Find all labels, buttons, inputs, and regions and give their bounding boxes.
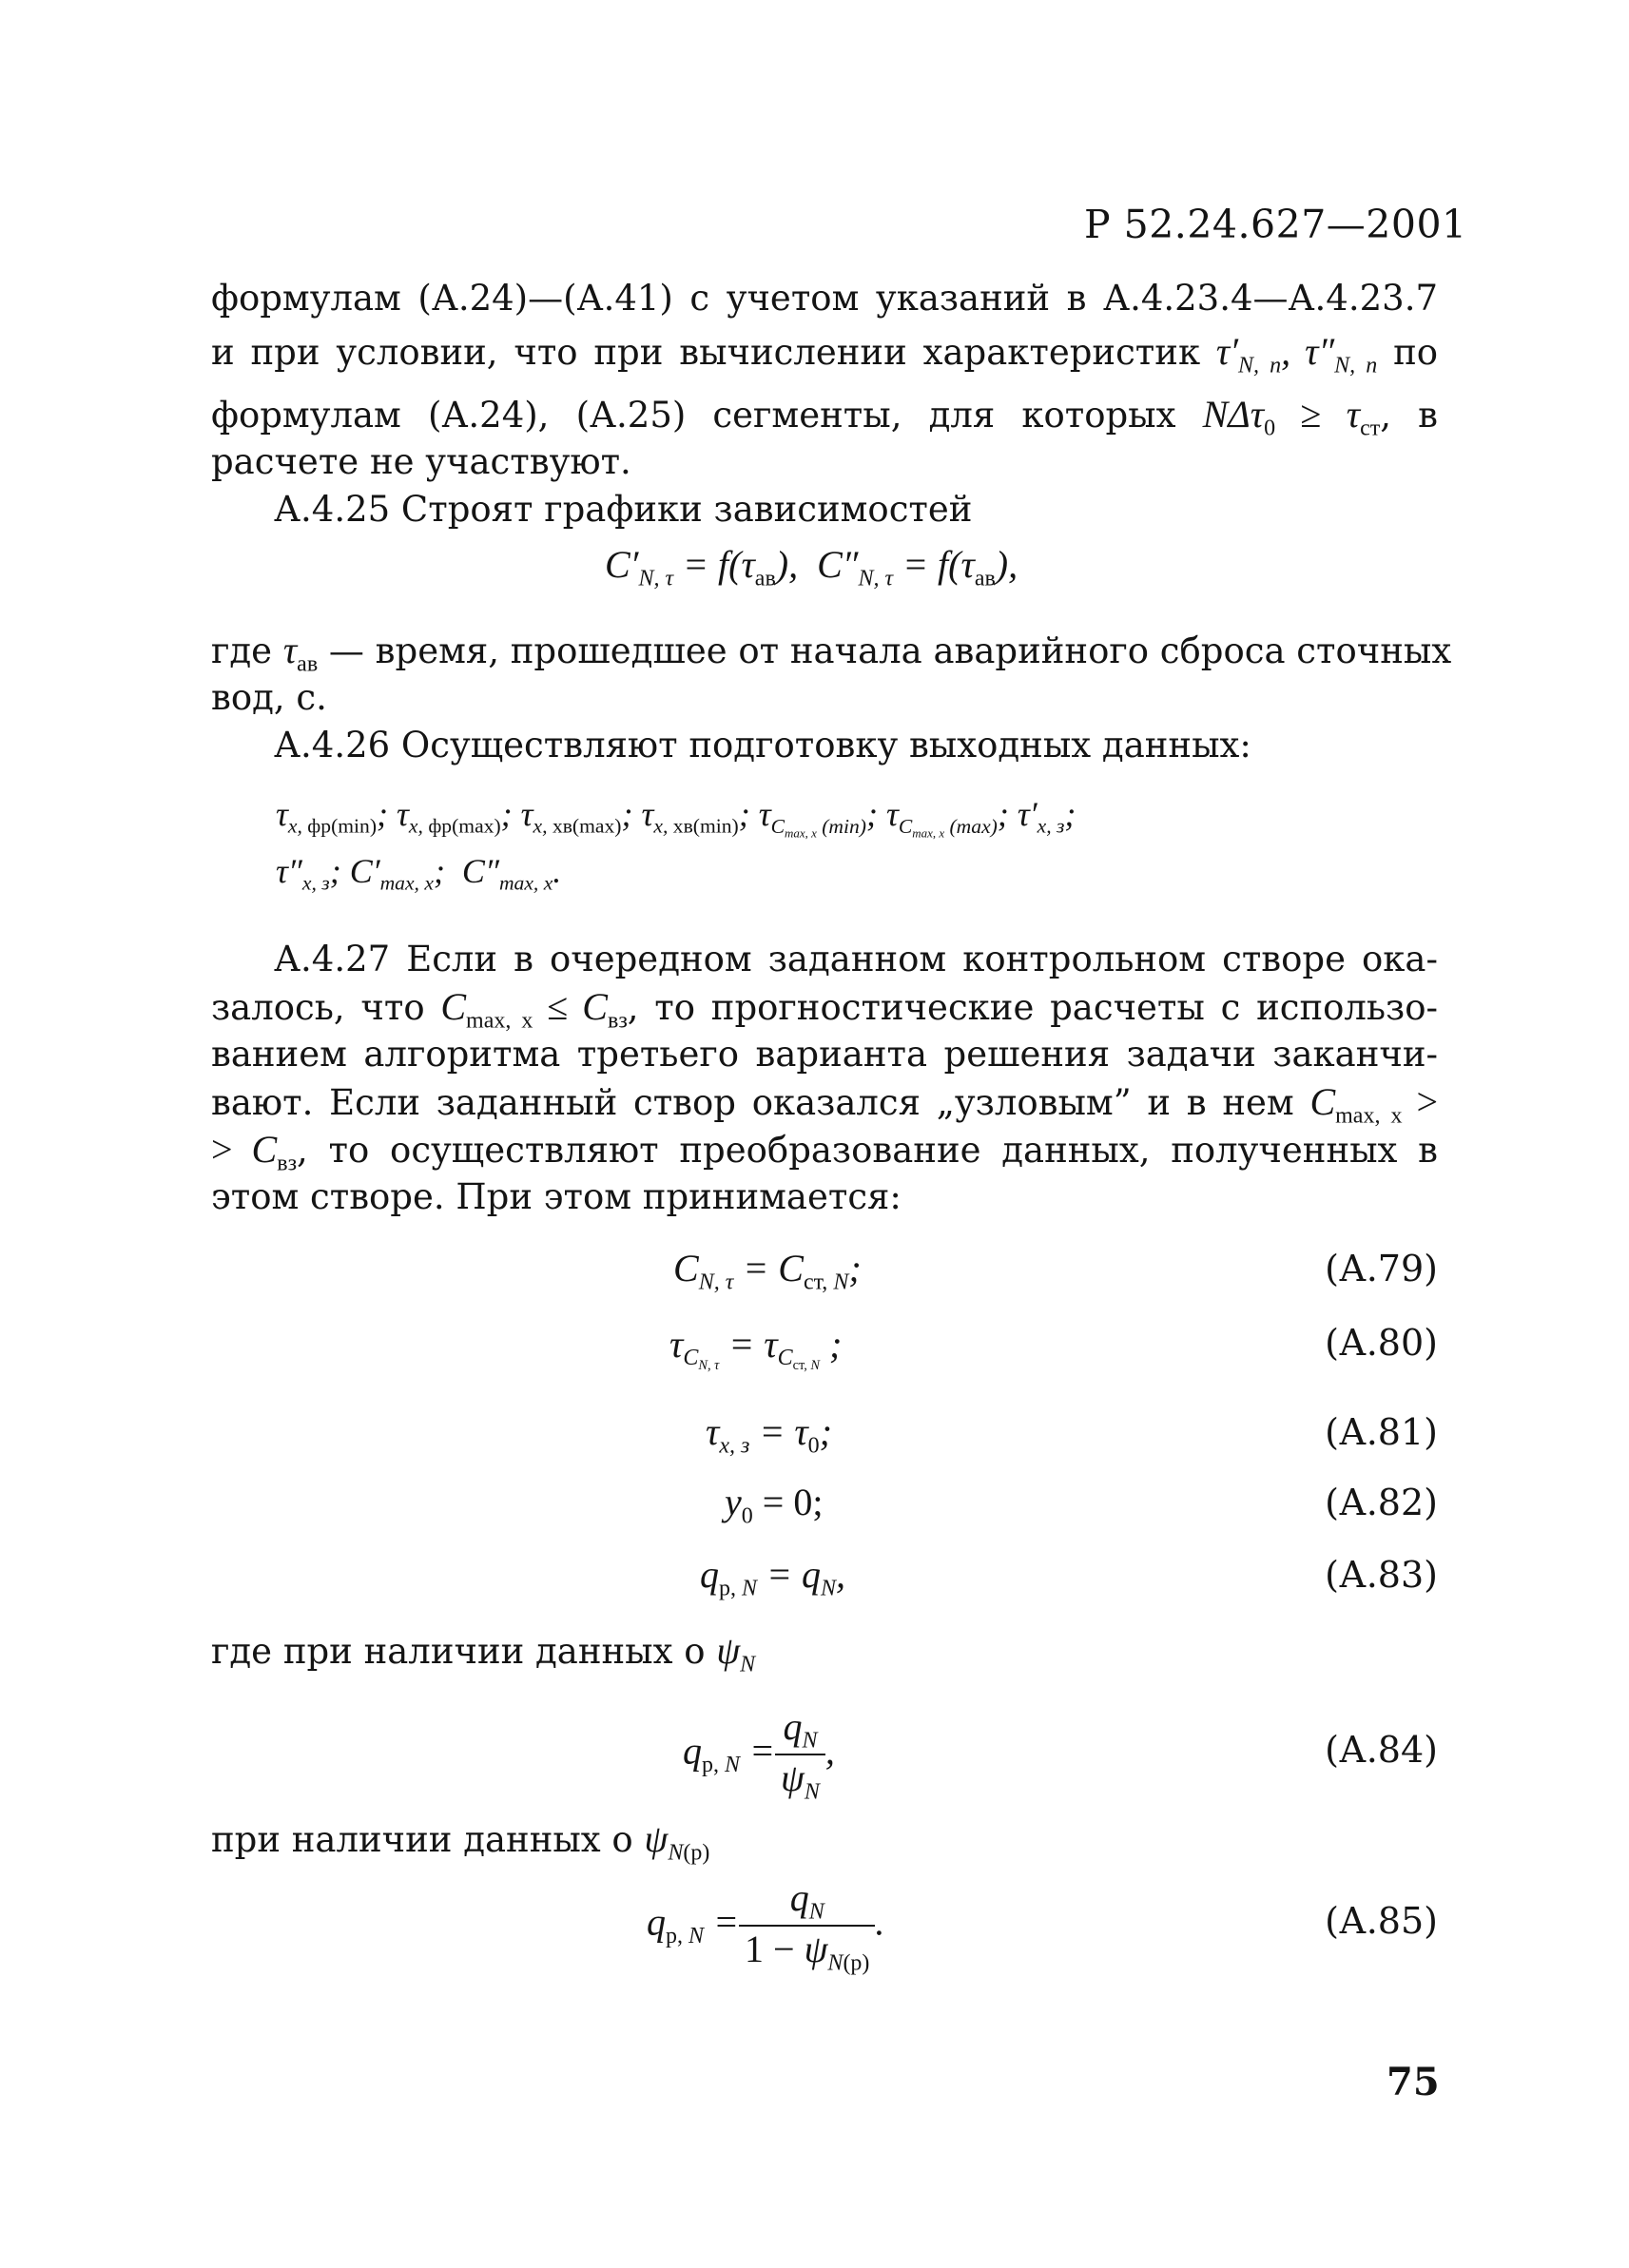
text-line: формулам (А.24)—(А.41) с учетом указаний в А.4.23.4—А.4.23.7 bbox=[211, 278, 1438, 319]
formula-graphs: $C'_{N, \tau} = f(\tau_{ав})$, $C''_{N, \tau} = f(\tau_{ав})$, bbox=[605, 543, 1018, 591]
equation-number: (А.82) bbox=[1325, 1482, 1438, 1523]
equation-number: (А.84) bbox=[1325, 1729, 1438, 1771]
output-data-list-2: $\tau''_{x, з}$; $C'_{max, x}$; $C''_{max, x}$. bbox=[276, 852, 562, 895]
text-line: вают. Если заданный створ оказался „узловым” и в нем $C_{max, x}$ > bbox=[211, 1080, 1439, 1129]
equation-number: (А.79) bbox=[1325, 1248, 1438, 1289]
equation-a80: $\tau_{C_{N, \tau}} = \tau_{C_{ст, N}}$ ; bbox=[669, 1323, 843, 1374]
text-line: А.4.27 Если в очередном заданном контрольном створе ока- bbox=[274, 939, 1438, 979]
equation-number: (А.83) bbox=[1325, 1554, 1438, 1596]
text-line: вод, с. bbox=[211, 677, 327, 718]
page-header: Р 52.24.627—2001 bbox=[1084, 202, 1467, 247]
text-line: ванием алгоритма третьего варианта решения задачи заканчи- bbox=[211, 1034, 1438, 1075]
equation-a79: $C_{N, \tau} = C_{ст, N}$; bbox=[673, 1247, 862, 1295]
page-number: 75 bbox=[1387, 2060, 1440, 2104]
text-line: при наличии данных о $\psi_{N(р)}$ bbox=[211, 1817, 710, 1866]
text-line: и при условии, что при вычислении характеристик $\tau'_{N, n}$, $\tau''_{N, n}$ по bbox=[211, 330, 1439, 378]
equation-a85: $q_{р, N}$ = $\frac{q_N}{1 - \psi_{N(р)}}$ . bbox=[647, 1876, 885, 1976]
text-line: > $C_{вз}$, то осуществляют преобразование данных, полученных в bbox=[211, 1128, 1439, 1176]
equation-a84: $q_{р, N}$ = $\frac{q_N}{\psi_N}$ , bbox=[683, 1705, 835, 1805]
equation-a81: $\tau_{x, з} = \tau_0$; bbox=[706, 1410, 832, 1459]
output-data-list: $\tau_{x, фр(min)}$; $\tau_{x, фр(max)}$; $\tau_{x, хв(max)}$; $\tau_{x, хв(min)}$; $\tau_{C_{max, x} (min)}$; $\tau_{C_{max, x} (max)}$; $\tau'_{x, з}$; bbox=[276, 795, 1076, 841]
equation-number: (А.85) bbox=[1325, 1900, 1438, 1942]
equation-a83: $q_{р, N} = q_N$, bbox=[700, 1553, 846, 1601]
equation-number: (А.80) bbox=[1325, 1322, 1438, 1364]
text-line: расчете не участвуют. bbox=[211, 441, 631, 482]
section-heading: А.4.26 Осуществляют подготовку выходных данных: bbox=[274, 725, 1251, 766]
text-line: где $\tau_{ав}$ — время, прошедшее от начала аварийного сброса сточных bbox=[211, 629, 1452, 677]
section-heading: А.4.25 Строят графики зависимостей bbox=[274, 489, 973, 530]
equation-a82: $y_0 = 0$; bbox=[725, 1481, 824, 1529]
text-line: этом створе. При этом принимается: bbox=[211, 1176, 902, 1217]
equation-number: (А.81) bbox=[1325, 1411, 1438, 1453]
text-line: залось, что $C_{max, x} \le C_{вз}$, то прогностические расчеты с использо- bbox=[211, 985, 1438, 1034]
text-line: где при наличии данных о $\psi_N$ bbox=[211, 1629, 756, 1677]
text-line: формулам (А.24), (А.25) сегменты, для которых $N\Delta\tau_0 \ge \tau_{ст}$, в bbox=[211, 393, 1438, 441]
